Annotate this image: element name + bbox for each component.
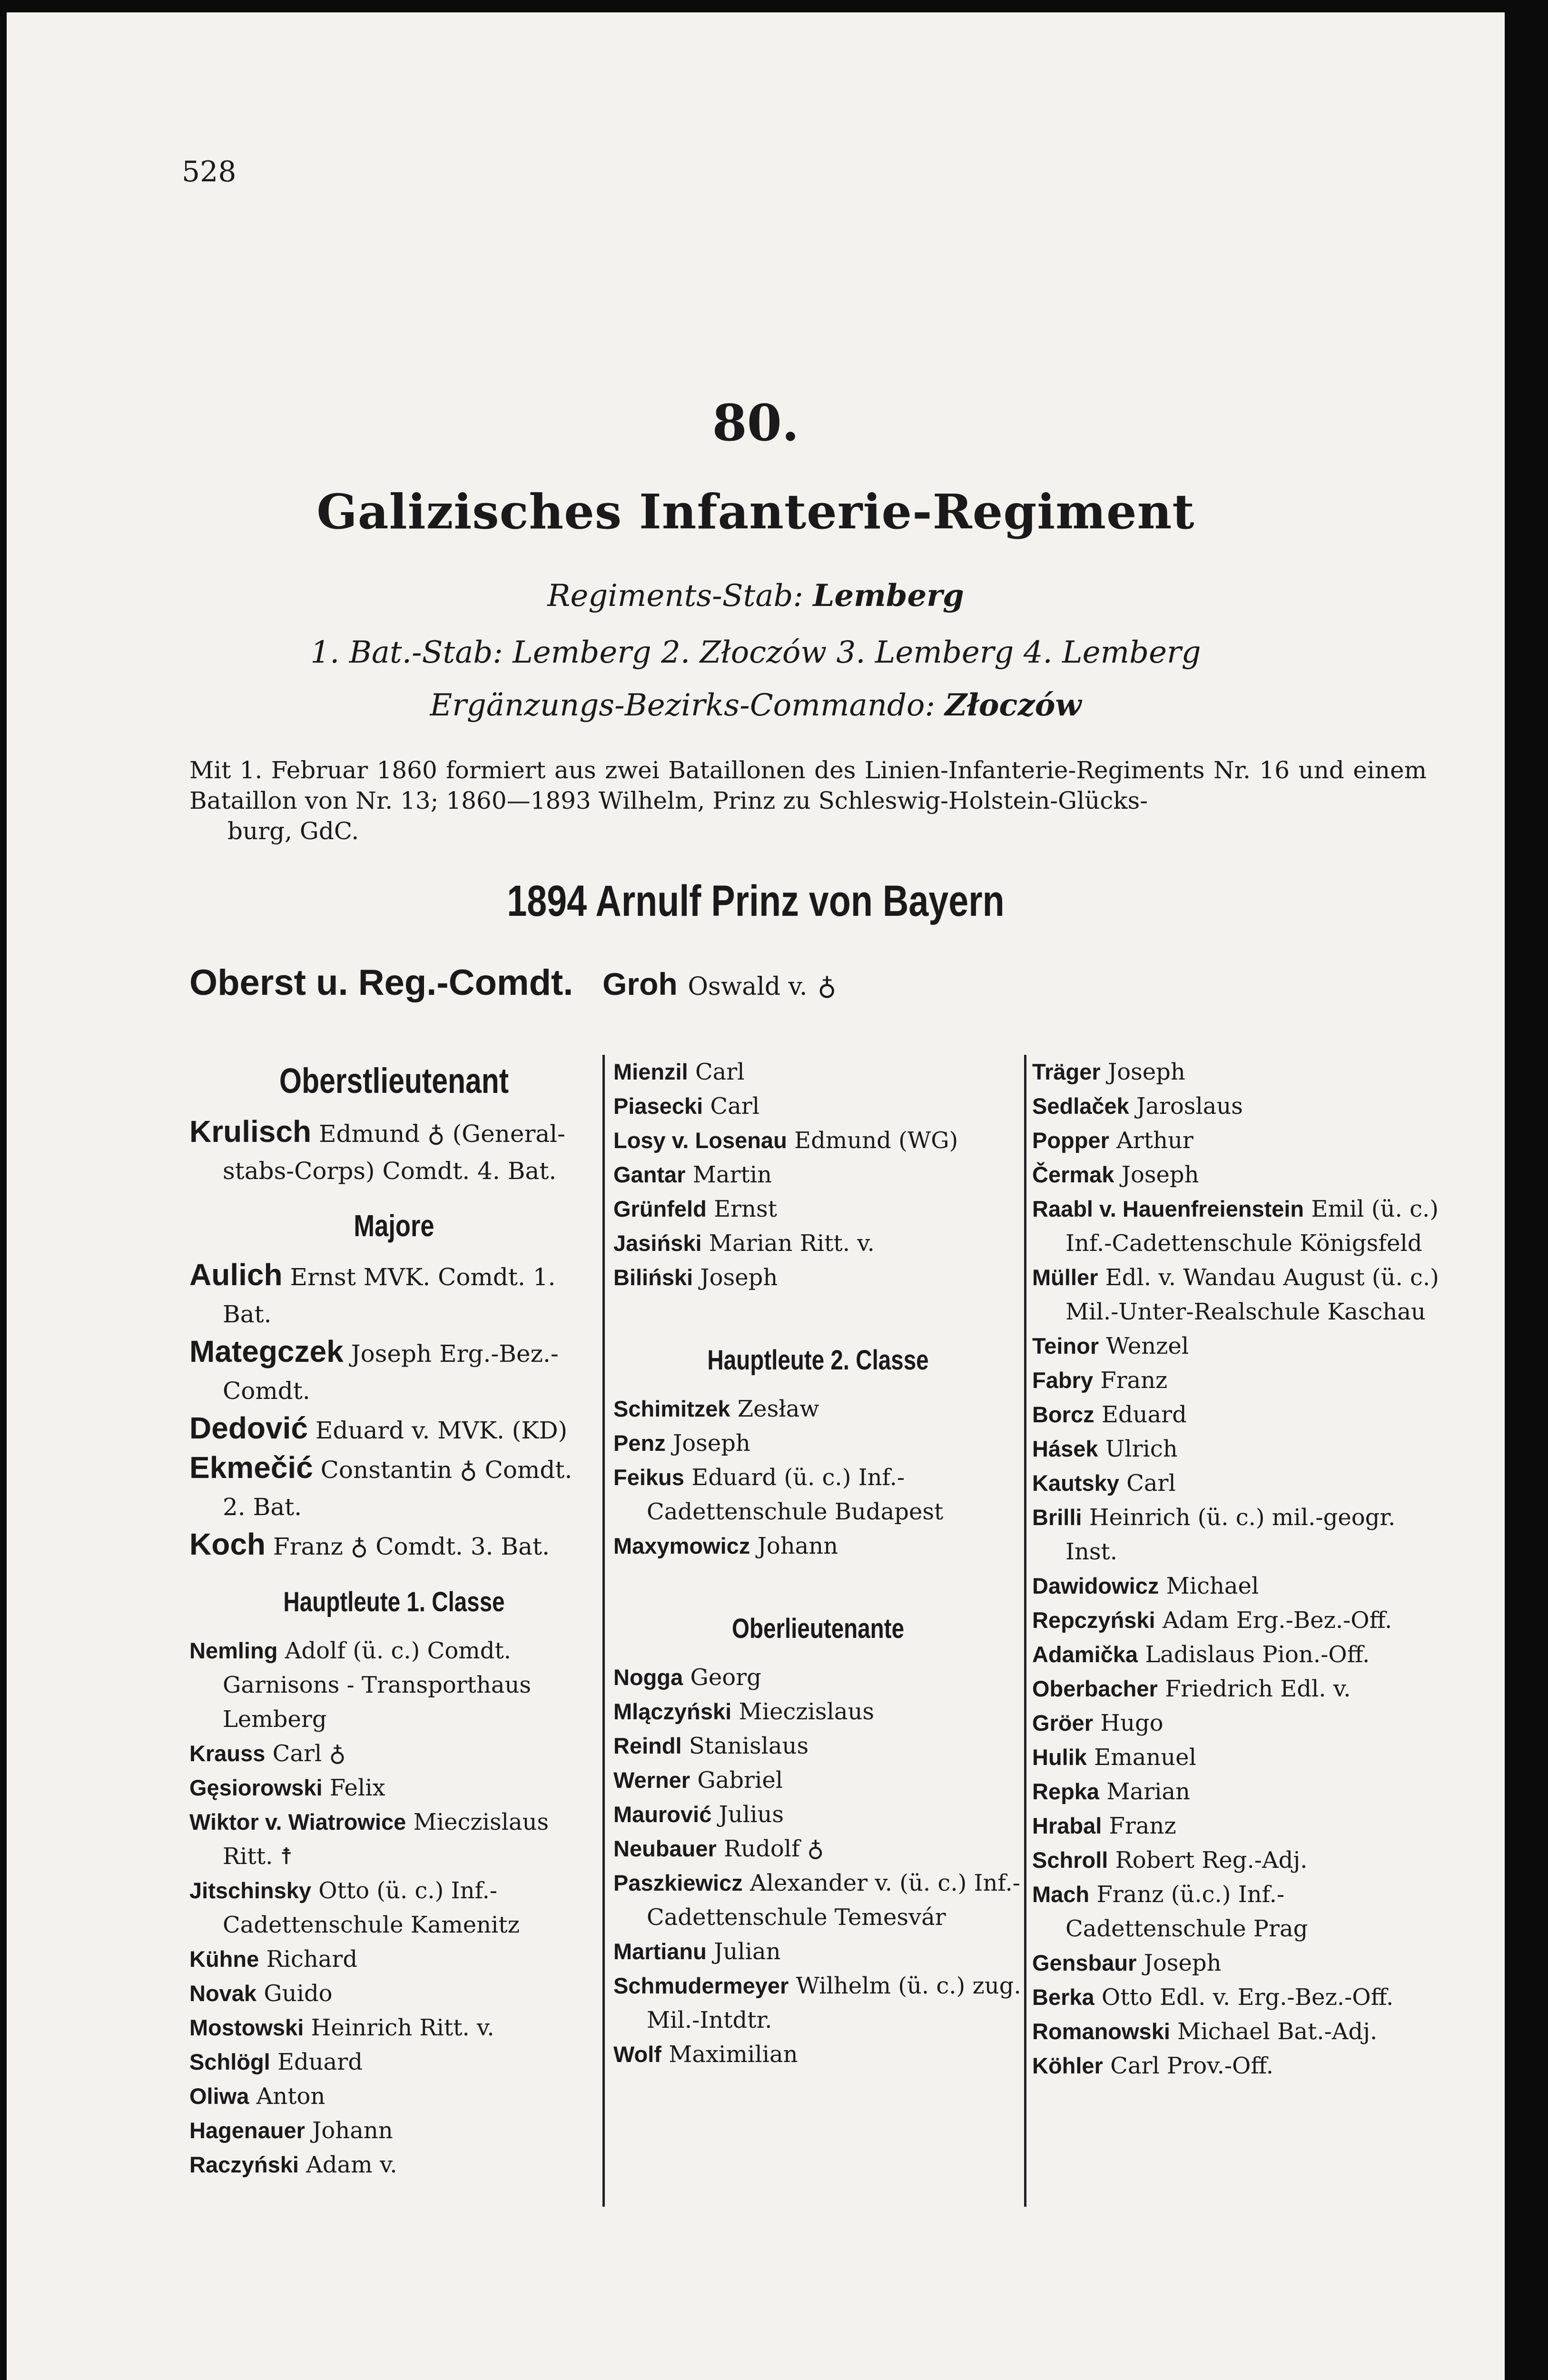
list-item bbox=[613, 1392, 1023, 1426]
officer-details: Maximilian bbox=[661, 2041, 798, 2068]
regiment-number: 80. bbox=[712, 393, 799, 452]
list-majore bbox=[189, 1256, 599, 1565]
list-item bbox=[613, 1969, 1023, 2037]
oberst-forename: Oswald v. bbox=[688, 972, 808, 1001]
officer-surname: Fabry bbox=[1032, 1368, 1093, 1393]
officer-details: Franz (ü.c.) Inf.-Cadettenschule Prag bbox=[1065, 1881, 1308, 1942]
list-item bbox=[189, 2113, 599, 2148]
officer-details: Ulrich bbox=[1098, 1436, 1178, 1462]
regiment-inhaber: 1894 Arnulf Prinz von Bayern bbox=[507, 877, 1005, 925]
officer-surname: Koch bbox=[189, 1527, 266, 1561]
officer-surname: Biliński bbox=[613, 1265, 693, 1290]
officer-details: Jaroslaus bbox=[1129, 1093, 1243, 1120]
ergaenzung-label: Ergänzungs-Bezirks-Commando: bbox=[430, 688, 936, 723]
list-oberstlieutenant bbox=[189, 1113, 599, 1190]
officer-details: Otto Edl. v. Erg.-Bez.-Off. bbox=[1094, 1984, 1394, 2011]
officer-details: Stanislaus bbox=[681, 1733, 809, 1759]
officer-surname: Repczyński bbox=[1032, 1607, 1155, 1633]
officer-surname: Kühne bbox=[189, 1946, 259, 1972]
officer-surname: Krulisch bbox=[189, 1114, 312, 1149]
list-item bbox=[1032, 1466, 1441, 1500]
officer-surname: Gensbaur bbox=[1032, 1950, 1137, 1975]
stab-place: Lemberg bbox=[813, 578, 964, 614]
list-item bbox=[1032, 1158, 1441, 1192]
ergaenzung-commando bbox=[7, 687, 1505, 723]
list-item bbox=[613, 1260, 1023, 1295]
officer-surname: Ekmečić bbox=[189, 1450, 313, 1485]
list-item bbox=[1032, 1363, 1441, 1398]
officer-details: Franz bbox=[1102, 1813, 1176, 1839]
list-item bbox=[1032, 1637, 1441, 1672]
officer-surname: Maxymowicz bbox=[613, 1533, 750, 1558]
officer-details: Emanuel bbox=[1086, 1744, 1196, 1771]
officer-surname: Schmudermeyer bbox=[613, 1973, 789, 1998]
officer-surname: Wolf bbox=[613, 2042, 661, 2067]
officer-details: Gabriel bbox=[690, 1767, 783, 1794]
officer-surname: Mostowski bbox=[189, 2015, 304, 2040]
officer-surname: Mienzil bbox=[613, 1059, 688, 1084]
officer-details: Joseph bbox=[1136, 1950, 1222, 1976]
officer-details: Ernst MVK. Comdt. 1. Bat. bbox=[223, 1263, 556, 1328]
oberst-name: Groh bbox=[602, 966, 678, 1002]
officer-details: Edmund ♁ (General-stabs-Corps) Comdt. 4. Bat. bbox=[223, 1120, 566, 1185]
list-item bbox=[613, 1089, 1023, 1123]
officer-surname: Oberbacher bbox=[1032, 1676, 1158, 1701]
officer-details: Felix bbox=[322, 1775, 385, 1801]
officer-details: Marian bbox=[1099, 1778, 1190, 1805]
history-line-1: Mit 1. Februar 1860 formiert aus zwei Bataillonen des Linien-Infanterie-Regiments Nr. 16 und einem Bataillon von Nr. 13; 1860—1893 Wilhelm, Prinz zu Schleswig-Holstein-Glücks- bbox=[189, 756, 1427, 814]
officer-details: Joseph Erg.-Bez.-Comdt. bbox=[223, 1340, 559, 1405]
list-item bbox=[613, 1866, 1023, 1934]
officer-surname: Köhler bbox=[1032, 2053, 1103, 2078]
officer-surname: Dedović bbox=[189, 1411, 308, 1445]
officer-details: Ernst bbox=[706, 1196, 777, 1222]
officer-surname: Müller bbox=[1032, 1265, 1098, 1290]
regiment-stab bbox=[7, 578, 1505, 614]
list-item bbox=[1032, 1089, 1441, 1123]
stab-label: Regiments-Stab: bbox=[547, 578, 803, 614]
officer-details: Rudolf ♁ bbox=[716, 1835, 824, 1862]
list-item bbox=[613, 1763, 1023, 1797]
list-item bbox=[1032, 1569, 1441, 1603]
list-item bbox=[1032, 1706, 1441, 1740]
list-hauptleute-1 bbox=[189, 1634, 599, 2182]
officer-details: Hugo bbox=[1093, 1710, 1163, 1736]
officer-surname: Oliwa bbox=[189, 2083, 249, 2109]
officer-details: Eduard v. MVK. (KD) bbox=[307, 1417, 568, 1444]
officer-details: Edl. v. Wandau August (ü. c.) Mil.-Unter-Realschule Kaschau bbox=[1065, 1264, 1439, 1325]
officer-details: Edmund (WG) bbox=[787, 1127, 958, 1154]
officer-details: Mieczislaus bbox=[731, 1698, 875, 1725]
column-1 bbox=[189, 1055, 599, 2182]
officer-surname: Losy v. Losenau bbox=[613, 1128, 787, 1153]
list-item bbox=[189, 1634, 599, 1736]
officer-details: Mieczislaus Ritt. ☨ bbox=[223, 1809, 549, 1870]
heading-hauptleute-1: Hauptleute 1. Classe bbox=[283, 1587, 505, 1617]
officer-details: Emil (ü. c.) Inf.-Cadettenschule Königsfeld bbox=[1065, 1196, 1439, 1257]
officer-details: Carl ♁ bbox=[265, 1740, 346, 1767]
list-item bbox=[613, 1460, 1023, 1529]
list-item bbox=[1032, 1500, 1441, 1569]
officer-details: Michael Bat.-Adj. bbox=[1170, 2018, 1378, 2045]
officer-details: Johann bbox=[750, 1533, 838, 1559]
officer-surname: Raabl v. Hauenfreienstein bbox=[1032, 1196, 1304, 1221]
officer-surname: Penz bbox=[613, 1430, 666, 1456]
officer-details: Georg bbox=[683, 1664, 761, 1691]
list-item bbox=[1032, 1740, 1441, 1775]
list-item bbox=[1032, 1843, 1441, 1877]
oberst-rank: Oberst u. Reg.-Comdt. bbox=[189, 962, 573, 1003]
officer-surname: Martianu bbox=[613, 1939, 707, 1964]
officer-surname: Repka bbox=[1032, 1779, 1100, 1804]
list-item bbox=[189, 1805, 599, 1874]
officer-surname: Novak bbox=[189, 1981, 257, 2006]
officer-surname: Borcz bbox=[1032, 1402, 1094, 1427]
officer-details: Eduard bbox=[270, 2049, 363, 2075]
list-hauptleute-1-cont bbox=[613, 1055, 1023, 1295]
list-item bbox=[613, 1426, 1023, 1460]
officer-surname: Hásek bbox=[1032, 1436, 1098, 1461]
officer-details: Eduard (ü. c.) Inf.-Cadettenschule Budapest bbox=[647, 1464, 944, 1525]
list-item bbox=[1032, 1432, 1441, 1466]
list-item bbox=[189, 1942, 599, 1976]
officer-surname: Raczyński bbox=[189, 2152, 299, 2177]
list-oberlieutenante bbox=[613, 1660, 1023, 2072]
list-item bbox=[1032, 2049, 1441, 2083]
officer-surname: Nemling bbox=[189, 1638, 278, 1663]
list-item bbox=[613, 1123, 1023, 1158]
officer-surname: Piasecki bbox=[613, 1093, 703, 1119]
officer-surname: Čermak bbox=[1032, 1162, 1114, 1187]
officer-details: Martin bbox=[685, 1161, 772, 1188]
officer-details: Wenzel bbox=[1099, 1333, 1189, 1359]
list-item bbox=[1032, 1672, 1441, 1706]
officer-details: Johann bbox=[305, 2117, 393, 2144]
officer-details: Carl bbox=[1119, 1470, 1176, 1497]
officer-details: Alexander v. (ü. c.) Inf.-Cadettenschule Temesvár bbox=[647, 1870, 1020, 1931]
officer-details: Joseph bbox=[693, 1264, 778, 1291]
officer-surname: Mlączyński bbox=[613, 1699, 732, 1724]
officer-details: Adam Erg.-Bez.-Off. bbox=[1155, 1607, 1392, 1634]
list-item bbox=[189, 1113, 599, 1190]
heading-oberlieutenante: Oberlieutenante bbox=[731, 1613, 905, 1644]
officer-surname: Werner bbox=[613, 1767, 690, 1793]
list-item bbox=[613, 1226, 1023, 1260]
list-item bbox=[189, 1409, 599, 1449]
officer-surname: Adamička bbox=[1032, 1642, 1138, 1667]
list-oberlieutenante-cont bbox=[1032, 1055, 1441, 2083]
list-item bbox=[1032, 1877, 1441, 1946]
officer-surname: Gröer bbox=[1032, 1710, 1093, 1735]
column-divider-1 bbox=[602, 1055, 605, 2207]
officer-details: Julius bbox=[711, 1801, 784, 1828]
officer-surname: Gęsiorowski bbox=[189, 1775, 323, 1800]
officer-surname: Reindl bbox=[613, 1733, 682, 1758]
officer-details: Arthur bbox=[1109, 1127, 1193, 1154]
officer-details: Robert Reg.-Adj. bbox=[1108, 1847, 1308, 1874]
list-item bbox=[613, 1797, 1023, 1832]
officer-surname: Sedlaček bbox=[1032, 1093, 1129, 1119]
list-item bbox=[1032, 1946, 1441, 1980]
officer-surname: Kautsky bbox=[1032, 1470, 1119, 1496]
list-item bbox=[613, 1529, 1023, 1563]
column-3 bbox=[1032, 1055, 1441, 2083]
officer-surname: Romanowski bbox=[1032, 2019, 1170, 2044]
officer-details: Anton bbox=[249, 2083, 325, 2110]
list-item bbox=[1032, 1192, 1441, 1260]
officer-details: Carl bbox=[703, 1093, 760, 1120]
page-number: 528 bbox=[182, 155, 237, 188]
list-item bbox=[189, 2148, 599, 2182]
list-item bbox=[189, 1449, 599, 1526]
officer-surname: Paszkiewicz bbox=[613, 1870, 743, 1895]
list-item bbox=[1032, 1329, 1441, 1363]
officer-details: Carl Prov.-Off. bbox=[1103, 2053, 1274, 2079]
list-item bbox=[1032, 1809, 1441, 1843]
officer-surname: Wiktor v. Wiatrowice bbox=[189, 1809, 406, 1835]
officer-details: Ladislaus Pion.-Off. bbox=[1138, 1641, 1370, 1668]
officer-surname: Neubauer bbox=[613, 1836, 717, 1861]
officer-details: Joseph bbox=[1114, 1161, 1199, 1188]
officer-surname: Maurović bbox=[613, 1802, 712, 1827]
list-item bbox=[189, 1526, 599, 1565]
list-item bbox=[1032, 1055, 1441, 1089]
officer-details: Joseph bbox=[1100, 1059, 1185, 1085]
officer-surname: Mach bbox=[1032, 1882, 1090, 1907]
officer-details: Richard bbox=[259, 1946, 358, 1973]
officer-surname: Jasiński bbox=[613, 1230, 702, 1256]
list-item bbox=[613, 2037, 1023, 2072]
list-item bbox=[189, 1256, 599, 1333]
list-item bbox=[1032, 1980, 1441, 2014]
list-item bbox=[1032, 1603, 1441, 1637]
list-item bbox=[189, 1976, 599, 2011]
officer-surname: Feikus bbox=[613, 1465, 684, 1490]
list-item bbox=[613, 1729, 1023, 1763]
officer-surname: Aulich bbox=[189, 1258, 283, 1292]
officer-surname: Gantar bbox=[613, 1162, 686, 1187]
list-item bbox=[189, 2079, 599, 2113]
list-item bbox=[1032, 1123, 1441, 1158]
officer-surname: Popper bbox=[1032, 1128, 1109, 1153]
officer-surname: Brilli bbox=[1032, 1505, 1082, 1530]
officer-details: Franz bbox=[1093, 1367, 1168, 1394]
officer-details: Friedrich Edl. v. bbox=[1157, 1676, 1351, 1702]
officer-details: Carl bbox=[688, 1059, 745, 1085]
officer-surname: Träger bbox=[1032, 1059, 1101, 1084]
officer-surname: Dawidowicz bbox=[1032, 1573, 1159, 1598]
history-line-2: burg, GdC. bbox=[227, 817, 359, 845]
officer-surname: Teinor bbox=[1032, 1333, 1099, 1359]
officer-surname: Schimitzek bbox=[613, 1396, 730, 1421]
officer-surname: Hrabal bbox=[1032, 1813, 1102, 1838]
oberst-line bbox=[189, 962, 837, 1003]
officer-details: Heinrich (ü. c.) mil.-geogr. Inst. bbox=[1065, 1504, 1396, 1565]
list-item bbox=[189, 1874, 599, 1942]
list-item bbox=[1032, 1775, 1441, 1809]
officer-details: Julian bbox=[706, 1938, 781, 1965]
list-item bbox=[613, 1660, 1023, 1695]
officer-details: Adam v. bbox=[298, 2152, 397, 2178]
list-item bbox=[189, 1333, 599, 1409]
officer-details: Franz ♁ Comdt. 3. Bat. bbox=[266, 1533, 550, 1560]
ergaenzung-place: Złoczów bbox=[945, 687, 1082, 723]
officer-surname: Jitschinsky bbox=[189, 1878, 312, 1903]
regiment-title: Galizisches Infanterie-Regiment bbox=[316, 484, 1195, 540]
list-item bbox=[189, 2011, 599, 2045]
list-item bbox=[613, 1934, 1023, 1969]
officer-details: Marian Ritt. v. bbox=[701, 1230, 875, 1257]
list-hauptleute-2 bbox=[613, 1392, 1023, 1563]
officer-surname: Mategczek bbox=[189, 1334, 344, 1368]
officer-details: Otto (ü. c.) Inf.-Cadettenschule Kamenitz bbox=[223, 1877, 520, 1938]
column-divider-2 bbox=[1024, 1055, 1026, 2207]
heading-majore: Majore bbox=[354, 1209, 434, 1243]
document-page bbox=[7, 12, 1505, 2380]
officer-surname: Grünfeld bbox=[613, 1196, 707, 1221]
heading-oberstlieutenant: Oberstlieutenant bbox=[279, 1061, 509, 1101]
bataillon-stab: 1. Bat.-Stab: Lemberg 2. Złoczów 3. Lemberg 4. Lemberg bbox=[310, 635, 1201, 670]
officer-details: Adolf (ü. c.) Comdt. Garnisons - Transporthaus Lemberg bbox=[223, 1637, 532, 1733]
officer-surname: Berka bbox=[1032, 1984, 1094, 2010]
officer-details: Michael bbox=[1159, 1573, 1259, 1599]
officer-surname: Schroll bbox=[1032, 1847, 1108, 1873]
list-item bbox=[613, 1055, 1023, 1089]
officer-details: Eduard bbox=[1094, 1401, 1187, 1428]
officer-details: Zesław bbox=[730, 1396, 819, 1422]
officer-surname: Schlögl bbox=[189, 2049, 270, 2074]
officer-surname: Hulik bbox=[1032, 1745, 1087, 1770]
officer-details: Joseph bbox=[665, 1430, 750, 1457]
officer-surname: Nogga bbox=[613, 1665, 683, 1690]
officer-surname: Krauss bbox=[189, 1741, 266, 1766]
list-item bbox=[613, 1695, 1023, 1729]
list-item bbox=[189, 2045, 599, 2079]
list-item bbox=[189, 1736, 599, 1771]
officer-details: Heinrich Ritt. v. bbox=[304, 2014, 494, 2041]
list-item bbox=[189, 1771, 599, 1805]
officer-details: Constantin ♁ Comdt. 2. Bat. bbox=[223, 1456, 572, 1521]
list-item bbox=[613, 1832, 1023, 1866]
list-item bbox=[613, 1158, 1023, 1192]
officer-surname: Hagenauer bbox=[189, 2118, 305, 2143]
column-2 bbox=[613, 1055, 1023, 2072]
heading-hauptleute-2: Hauptleute 2. Classe bbox=[707, 1345, 929, 1376]
list-item bbox=[1032, 2014, 1441, 2049]
list-item bbox=[613, 1192, 1023, 1226]
list-item bbox=[1032, 1398, 1441, 1432]
regiment-history bbox=[189, 755, 1427, 846]
officer-details: Wilhelm (ü. c.) zug. Mil.-Intdtr. bbox=[647, 1973, 1021, 2033]
officer-details: Guido bbox=[256, 1980, 333, 2007]
decoration-icon: ♁ bbox=[818, 971, 837, 1001]
list-item bbox=[1032, 1260, 1441, 1329]
